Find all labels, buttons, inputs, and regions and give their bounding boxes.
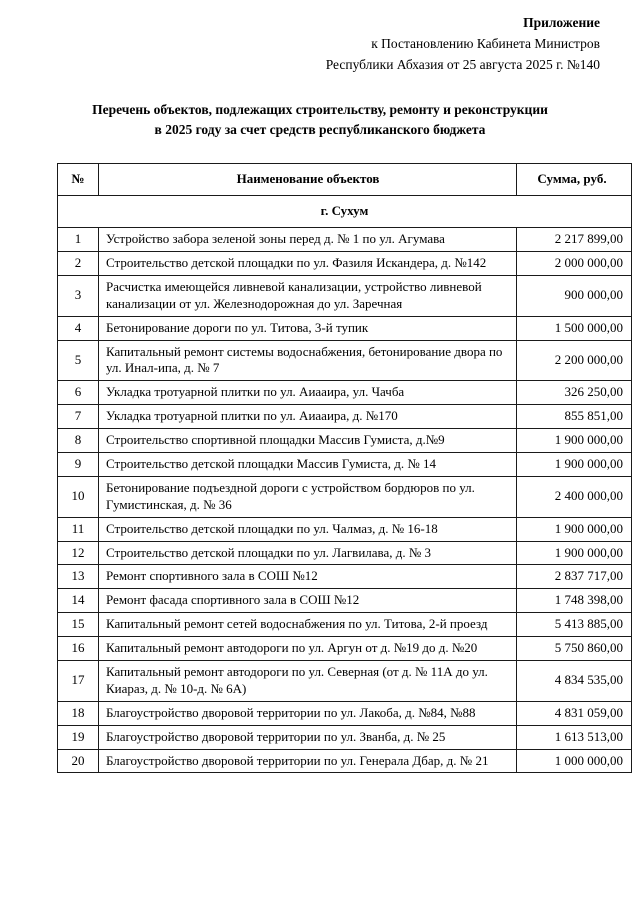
table-row xyxy=(58,381,632,405)
object-sum: 5 750 860,00 xyxy=(517,637,632,661)
object-sum: 1 900 000,00 xyxy=(517,541,632,565)
object-sum: 1 748 398,00 xyxy=(517,589,632,613)
table-row xyxy=(58,565,632,589)
object-name: Укладка тротуарной плитки по ул. Аиааира, ул. Чачба xyxy=(99,381,517,405)
object-name: Бетонирование подъездной дороги с устройством бордюров по ул. Гумистинская, д. № 36 xyxy=(99,476,517,517)
section-title: г. Сухум xyxy=(58,196,632,228)
object-sum: 1 900 000,00 xyxy=(517,429,632,453)
annex-block xyxy=(0,0,640,76)
object-sum: 5 413 885,00 xyxy=(517,613,632,637)
table-row xyxy=(58,316,632,340)
annex-line: к Постановлению Кабинета Министров xyxy=(371,35,600,51)
row-number: 12 xyxy=(58,541,99,565)
table-row xyxy=(58,701,632,725)
object-sum: 2 837 717,00 xyxy=(517,565,632,589)
header-cell-sum: Сумма, руб. xyxy=(517,164,632,196)
row-number: 1 xyxy=(58,228,99,252)
row-number: 8 xyxy=(58,429,99,453)
section-row xyxy=(58,196,632,228)
table-row xyxy=(58,405,632,429)
row-number: 18 xyxy=(58,701,99,725)
object-sum: 2 200 000,00 xyxy=(517,340,632,381)
row-number: 13 xyxy=(58,565,99,589)
object-name: Строительство детской площадки Массив Гумиста, д. № 14 xyxy=(99,452,517,476)
table-row xyxy=(58,429,632,453)
object-name: Ремонт спортивного зала в СОШ №12 xyxy=(99,565,517,589)
table-row xyxy=(58,660,632,701)
object-name: Бетонирование дороги по ул. Титова, 3-й тупик xyxy=(99,316,517,340)
row-number: 17 xyxy=(58,660,99,701)
row-number: 9 xyxy=(58,452,99,476)
row-number: 10 xyxy=(58,476,99,517)
object-sum: 2 217 899,00 xyxy=(517,228,632,252)
table-row xyxy=(58,228,632,252)
table-row xyxy=(58,725,632,749)
annex-line: Приложение xyxy=(523,15,600,30)
object-name: Капитальный ремонт автодороги по ул. Аргун от д. №19 до д. №20 xyxy=(99,637,517,661)
row-number: 14 xyxy=(58,589,99,613)
object-sum: 855 851,00 xyxy=(517,405,632,429)
object-name: Капитальный ремонт системы водоснабжения, бетонирование двора по ул. Инал-ипа, д. № 7 xyxy=(99,340,517,381)
table-row xyxy=(58,476,632,517)
object-sum: 1 900 000,00 xyxy=(517,517,632,541)
row-number: 3 xyxy=(58,275,99,316)
table-row xyxy=(58,749,632,773)
table-header-row xyxy=(58,164,632,196)
document-title-line: в 2025 году за счет средств республиканского бюджета xyxy=(154,122,486,138)
row-number: 19 xyxy=(58,725,99,749)
object-sum: 4 831 059,00 xyxy=(517,701,632,725)
object-name: Строительство детской площадки по ул. Фазиля Искандера, д. №142 xyxy=(99,251,517,275)
object-name: Благоустройство дворовой территории по ул. Лакоба, д. №84, №88 xyxy=(99,701,517,725)
row-number: 15 xyxy=(58,613,99,637)
document-title-line: Перечень объектов, подлежащих строительству, ремонту и реконструкции xyxy=(92,101,548,117)
object-sum: 4 834 535,00 xyxy=(517,660,632,701)
object-name: Устройство забора зеленой зоны перед д. № 1 по ул. Агумава xyxy=(99,228,517,252)
row-number: 16 xyxy=(58,637,99,661)
object-sum: 1 500 000,00 xyxy=(517,316,632,340)
table-row xyxy=(58,517,632,541)
object-sum: 1 613 513,00 xyxy=(517,725,632,749)
table-row xyxy=(58,452,632,476)
table-row xyxy=(58,275,632,316)
object-name: Капитальный ремонт сетей водоснабжения по ул. Титова, 2-й проезд xyxy=(99,613,517,637)
row-number: 4 xyxy=(58,316,99,340)
row-number: 5 xyxy=(58,340,99,381)
object-sum: 900 000,00 xyxy=(517,275,632,316)
table-row xyxy=(58,340,632,381)
annex-line: Республики Абхазия от 25 августа 2025 г. №140 xyxy=(325,56,600,72)
object-sum: 2 000 000,00 xyxy=(517,251,632,275)
object-name: Капитальный ремонт автодороги по ул. Северная (от д. № 11А до ул. Киараз, д. № 10-д. № 6А) xyxy=(99,660,517,701)
row-number: 6 xyxy=(58,381,99,405)
object-name: Благоустройство дворовой территории по ул. Званба, д. № 25 xyxy=(99,725,517,749)
table-row xyxy=(58,589,632,613)
row-number: 20 xyxy=(58,749,99,773)
object-sum: 1 000 000,00 xyxy=(517,749,632,773)
table-row xyxy=(58,541,632,565)
row-number: 7 xyxy=(58,405,99,429)
table-row xyxy=(58,613,632,637)
object-sum: 2 400 000,00 xyxy=(517,476,632,517)
object-name: Строительство спортивной площадки Массив Гумиста, д.№9 xyxy=(99,429,517,453)
header-cell-number: № xyxy=(58,164,99,196)
object-sum: 1 900 000,00 xyxy=(517,452,632,476)
object-name: Благоустройство дворовой территории по ул. Генерала Дбар, д. № 21 xyxy=(99,749,517,773)
objects-table xyxy=(57,163,632,773)
document-title xyxy=(0,100,640,141)
object-name: Ремонт фасада спортивного зала в СОШ №12 xyxy=(99,589,517,613)
object-name: Строительство детской площадки по ул. Лагвилава, д. № 3 xyxy=(99,541,517,565)
object-name: Укладка тротуарной плитки по ул. Аиааира, д. №170 xyxy=(99,405,517,429)
table-row xyxy=(58,251,632,275)
object-name: Расчистка имеющейся ливневой канализации, устройство ливневой канализации от ул. Железнодорожная до ул. Заречная xyxy=(99,275,517,316)
object-sum: 326 250,00 xyxy=(517,381,632,405)
row-number: 11 xyxy=(58,517,99,541)
table-body xyxy=(58,228,632,773)
table-row xyxy=(58,637,632,661)
row-number: 2 xyxy=(58,251,99,275)
header-cell-name: Наименование объектов xyxy=(99,164,517,196)
object-name: Строительство детской площадки по ул. Чалмаз, д. № 16-18 xyxy=(99,517,517,541)
